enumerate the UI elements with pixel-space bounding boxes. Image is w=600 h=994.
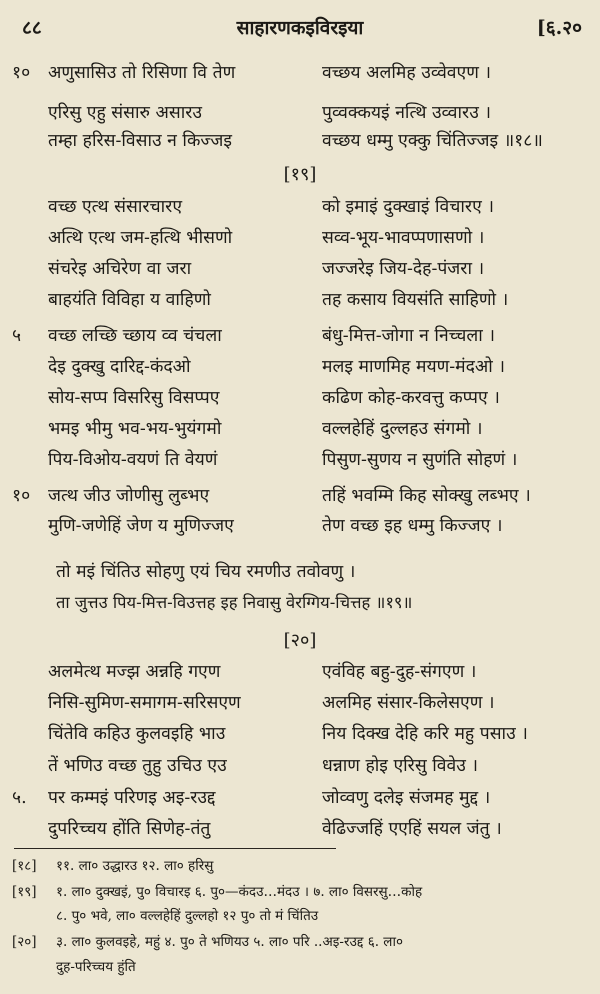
verse-first-half: वच्छ लच्छि च्छाय व्व चंचला	[48, 326, 222, 346]
verse-line	[0, 721, 600, 751]
verse-second-half: तेण वच्छ इह धम्मु किज्जए ।	[322, 516, 503, 536]
line-number: १०	[12, 63, 31, 83]
verse-line	[0, 416, 600, 446]
verse-second-half: पिसुण-सुणय न सुणंति सोहणं ।	[322, 450, 518, 470]
verse-first-half: पर कम्मइं परिणइ अइ-रउद्द	[48, 788, 216, 808]
verse-first-half: बाहयंति विविहा य वाहिणो	[48, 290, 211, 310]
verse-second-half: सव्व-भूय-भावप्पणासणो ।	[322, 228, 485, 248]
verse-first-half: मुणि-जणेहिं जेण य मुणिज्जए	[48, 516, 234, 536]
verse-second-half: एवंविह बहु-दुह-संगएण ।	[322, 662, 477, 682]
line-number: ५.	[12, 788, 27, 808]
verse-second-half: वल्लहेहिं दुल्लहउ संगमो ।	[322, 419, 483, 439]
verse-second-half: तहिं भवम्मि किह सोक्खु लब्भए ।	[322, 486, 531, 506]
verse-second-half: वेढिज्जहिं एएहिं सयल जंतु ।	[322, 819, 502, 839]
footnote	[56, 957, 590, 975]
verse-first-half: पिय-विओय-वयणं ति वेयणं	[48, 450, 218, 470]
verse-line	[0, 513, 600, 543]
line-number: १०	[12, 486, 31, 506]
verse-second-half: धन्नाण होइ एरिसु विवेउ ।	[322, 756, 479, 776]
verse-second-half: वच्छय अलमिह उव्वेवएण ।	[322, 63, 492, 83]
verse-first-half: एरिसु एहु संसारु असारउ	[48, 103, 202, 123]
verse-first-half: देइ दुक्खु दारिद्द-कंदओ	[48, 357, 191, 377]
verse-full-line: तो मइं चिंतिउ सोहणु एयं चिय रमणीउ तवोवणु ।	[56, 562, 356, 582]
verse-line	[0, 816, 600, 846]
verse-second-half: कढिण कोह-करवत्तु कप्पए ।	[322, 388, 500, 408]
verse-second-half: जज्जरेइ जिय-देह-पंजरा ।	[322, 259, 485, 279]
footnote-mark: [२०]	[12, 934, 37, 950]
footnote-text: दुह-परिच्चय हुंति	[56, 959, 136, 975]
footnote-text: १. ला० दुक्खइं, पु० विचारइ ६. पु०—कंदउ…मंदउ । ७. ला० विसरसु…कोह	[56, 884, 423, 900]
verse-line	[0, 483, 600, 513]
footnote-divider	[14, 848, 336, 849]
verse-line	[0, 60, 600, 90]
verse-first-half: अलमेत्थ मज्झ अन्नहि गएण	[48, 662, 221, 682]
verse-first-half: संचरेइ अचिरेण वा जरा	[48, 259, 192, 279]
verse-line	[0, 753, 600, 783]
running-header	[14, 14, 586, 40]
verse-second-half: जोव्वणु दलेइ संजमह मुद्द ।	[322, 788, 491, 808]
verse-line	[0, 256, 600, 286]
footnote	[56, 906, 590, 924]
verse-line	[0, 128, 600, 158]
verse-first-half: तम्हा हरिस-विसाउ न किज्जइ	[48, 131, 232, 151]
verse-first-half: वच्छ एत्थ संसारचारए	[48, 197, 183, 217]
verse-line	[0, 785, 600, 815]
verse-line	[0, 100, 600, 130]
footnote-text: ८. पु० भवे, ला० वल्लहेहिं दुल्लहो १२ पु० तो मं चिंतिउ	[56, 908, 319, 924]
footnote	[12, 882, 590, 900]
verse-first-half: दुपरिच्चय होंति सिणेह-तंतु	[48, 819, 211, 839]
verse-line	[0, 323, 600, 353]
footnote	[12, 856, 590, 874]
verse-first-half: जत्थ जीउ जोणीसु लुब्भए	[48, 486, 210, 506]
line-number: ५	[12, 326, 22, 346]
verse-first-half: निसि-सुमिण-समागम-सरिसएण	[48, 693, 241, 713]
section-reference: [६.२०	[536, 17, 582, 39]
running-title: साहारणकइविरइया	[236, 17, 364, 39]
verse-second-half: पुव्वक्कयइं नत्थि उव्वारउ ।	[322, 103, 491, 123]
section-heading: [१९]	[283, 164, 317, 185]
verse-second-half: बंधु-मित्त-जोगा न निच्चला ।	[322, 326, 495, 346]
verse-full-line: ता जुत्तउ पिय-मित्त-विउत्तह इह निवासु वेरग्गिय-चित्तह ॥१९॥	[56, 593, 413, 612]
verse-line	[0, 385, 600, 415]
verse-line	[0, 447, 600, 477]
verse-first-half: चिंतेवि कहिउ कुलवइहि भाउ	[48, 724, 226, 744]
footnote-mark: [१९]	[12, 884, 37, 900]
verse-line	[0, 287, 600, 317]
verse-second-half: वच्छय धम्मु एक्कु चिंतिज्जइ ॥१८॥	[322, 131, 543, 151]
footnote-text: ११. ला० उद्धारउ १२. ला० हरिसु	[56, 858, 214, 874]
footnote	[12, 932, 590, 950]
verse-first-half: भमइ भीमु भव-भय-भुयंगमो	[48, 419, 222, 439]
verse-first-half: अत्थि एत्थ जम-हत्थि भीसणो	[48, 228, 233, 248]
verse-second-half: मलइ माणमिह मयण-मंदओ ।	[322, 357, 506, 377]
footnote-text: ३. ला० कुलवइहे, महुं ४. पु० ते भणियउ ५. ला० परि ..अइ-रउद्द ६. ला०	[56, 934, 403, 950]
verse-line	[0, 690, 600, 720]
footnote-mark: [१८]	[12, 858, 37, 874]
verse-first-half: सोय-सप्प विसरिसु विसप्पए	[48, 388, 220, 408]
verse-line	[0, 354, 600, 384]
verse-second-half: को इमाइं दुक्खाइं विचारए ।	[322, 197, 494, 217]
verse-first-half: अणुसासिउ तो रिसिणा वि तेण	[48, 63, 236, 83]
section-heading: [२०]	[283, 630, 317, 651]
verse-first-half: तें भणिउ वच्छ तुहु उचिउ एउ	[48, 756, 227, 776]
verse-line	[0, 194, 600, 224]
verse-line	[0, 225, 600, 255]
verse-second-half: तह कसाय वियसंति साहिणो ।	[322, 290, 509, 310]
verse-line	[0, 559, 600, 589]
page-number: ८८	[22, 17, 42, 39]
verse-line	[0, 659, 600, 689]
verse-second-half: निय दिक्ख देहि करि महु पसाउ ।	[322, 724, 528, 744]
verse-line	[0, 590, 600, 620]
verse-second-half: अलमिह संसार-किलेसएण ।	[322, 693, 495, 713]
